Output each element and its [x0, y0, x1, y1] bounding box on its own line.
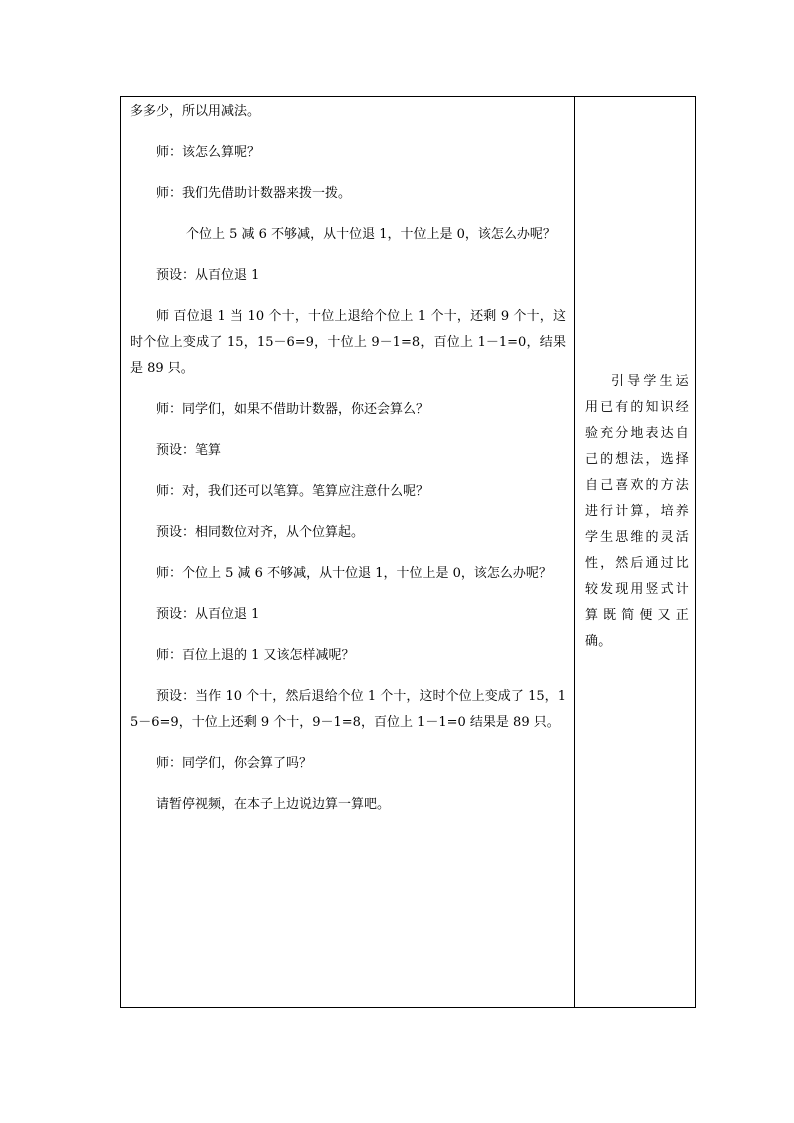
- design-intent-cell: [575, 97, 696, 1007]
- text-line: 师：对，我们还可以笔算。笔算应注意什么呢？: [156, 484, 430, 499]
- text-line: 师：我们先借助计数器来拨一拨。: [156, 186, 352, 201]
- text-line: 预设：从百位退 1: [156, 607, 260, 622]
- text-line: 师：百位上退的 1 又该怎样减呢？: [156, 648, 355, 663]
- text-line: 师：该怎么算呢？: [156, 145, 261, 160]
- design-intent-text: 引导学生运用已有的知识经验充分地表达自己的想法，选择自己喜欢的方法进行计算，培养学生思维的灵活性，然后通过比较发现用竖式计算既简便又正确。: [585, 374, 689, 649]
- text-line: 预设：当作 10 个十，然后退给个位 1 个十，这时个位上变成了 15，15－6=9，十位上还剩 9 个十，9－1=8，百位上 1－1=0 结果是 89 只。: [130, 689, 566, 730]
- text-line: 预设：相同数位对齐，从个位算起。: [156, 525, 365, 540]
- text-line: 请暂停视频，在本子上边说边算一算吧。: [156, 797, 391, 812]
- text-line: 预设：从百位退 1: [156, 268, 260, 283]
- text-line: 个位上 5 减 6 不够减，从十位退 1，十位上是 0，该怎么办呢？: [186, 227, 556, 242]
- text-line: 预设：笔算: [156, 443, 222, 458]
- lesson-table: [120, 96, 696, 1008]
- text-line: 多多少，所以用减法。: [130, 104, 261, 119]
- text-line: 师：个位上 5 减 6 不够减，从十位退 1，十位上是 0，该怎么办呢？: [156, 566, 552, 581]
- text-line: 师：同学们，如果不借助计数器，你还会算么？: [156, 402, 430, 417]
- text-line: 师：同学们，你会算了吗？: [156, 756, 313, 771]
- lesson-content-cell: [121, 97, 574, 1007]
- text-line: 师 百位退 1 当 10 个十，十位上退给个位上 1 个十，还剩 9 个十，这时个位上变成了 15，15－6=9，十位上 9－1=8，百位上 1－1=0，结果是 89 只。: [130, 309, 566, 376]
